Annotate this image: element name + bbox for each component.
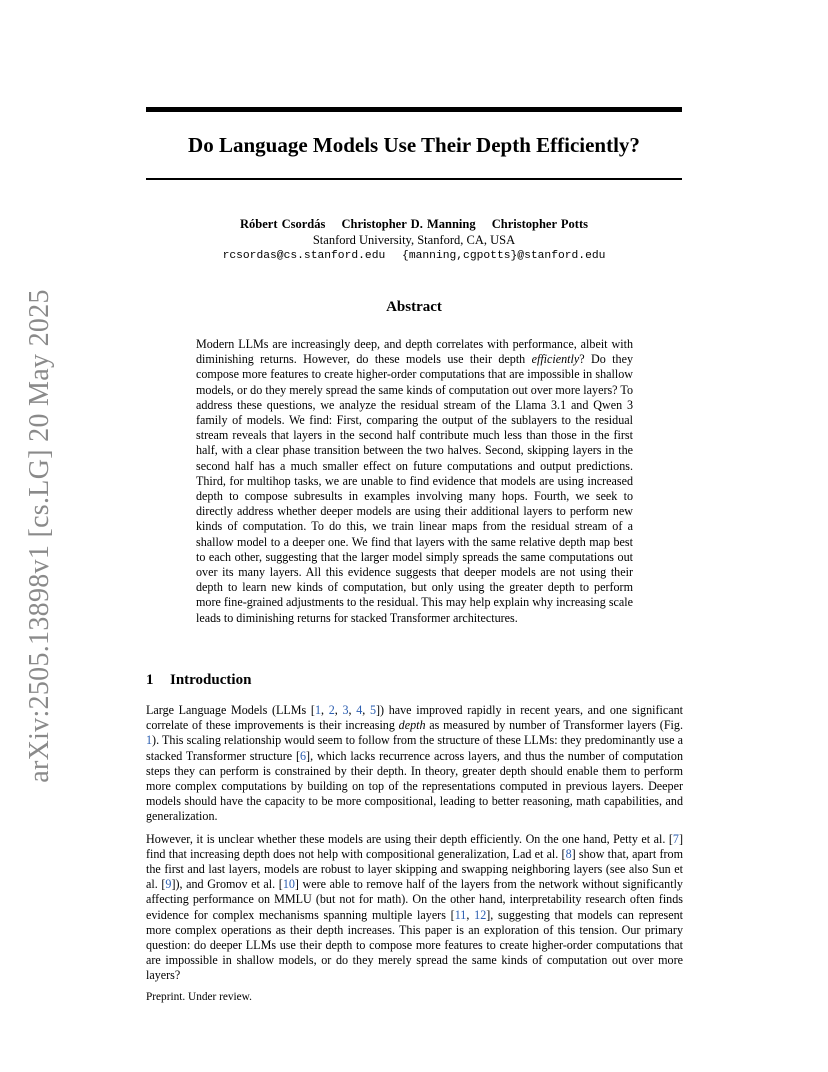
introduction-body xyxy=(146,703,683,991)
title-top-rule xyxy=(146,107,682,112)
abstract-emphasis: efficiently xyxy=(531,352,580,367)
text-run: ]), and Gromov et al. [ xyxy=(171,877,283,892)
section-heading xyxy=(146,672,251,689)
citation-link[interactable]: 6 xyxy=(300,748,307,763)
text-run: ). This scaling relationship would seem to follow from the structure of these LLMs: they predominantly use a stacked Transformer structure [ xyxy=(146,733,683,763)
citation-link[interactable]: 11 xyxy=(454,907,467,922)
text-run: ] were able to remove half of the layers from the network without significantly affecting performance on MMLU (but not for math). On the other hand, interpretability research often finds evidence for complex mechanisms spanning multiple layers [ xyxy=(146,877,683,922)
citation-link[interactable]: 7 xyxy=(672,831,679,846)
abstract-text xyxy=(196,337,633,626)
section-number: 1 xyxy=(146,672,154,688)
citation-link[interactable]: 2 xyxy=(328,703,335,717)
text-run: ] show that, apart from the first and last layers, models are robust to layer skipping and swapping neighboring layers (see also Sun et al. [ xyxy=(146,846,683,892)
citation-link[interactable]: 1 xyxy=(314,703,321,717)
preprint-footer: Preprint. Under review. xyxy=(146,991,252,1003)
text-run: ] find that increasing depth does not help with compositional generalization, Lad et al. [ xyxy=(146,831,683,861)
text-run: ]) have improved rapidly in recent years, and one significant correlate of these improvements is their increasing xyxy=(146,703,684,733)
citation-link[interactable]: 5 xyxy=(369,703,376,717)
citation-link[interactable]: 10 xyxy=(282,877,295,892)
text-run: as measured by number of Transformer layers (Fig. xyxy=(425,718,683,733)
author-email[interactable]: {manning,cgpotts}@stanford.edu xyxy=(402,250,606,262)
citation-link[interactable]: 9 xyxy=(165,877,172,892)
author-names xyxy=(146,216,682,232)
author-emails xyxy=(146,248,682,264)
citation-link[interactable]: 12 xyxy=(474,907,487,922)
text-run: Large Language Models (LLMs [ xyxy=(146,703,315,717)
paragraph: However, it is unclear whether these models are using their depth efficiently. On the one hand, Petty et al. [7] find that increasing depth does not help with compositional generalization, Lad et al. [8] show that, apart from the first and last layers, models are robust to layer skipping and swapping neighboring layers (see also Sun et al. [9]), and Gromov et al. [10] were able to remove half of the layers from the network without significantly affecting performance on MMLU (but not for math). On the other hand, interpretability research often finds evidence for complex mechanisms spanning multiple layers [11, 12], suggesting that models can represent more complex operations as their depth increases. This paper is an exploration of this tension. Our primary question: do deeper LLMs use their depth to compose more features to create higher-order computations that are impossible in shallow models, or do they merely spread the same kinds of computation out over more layers? xyxy=(146,831,684,983)
author-email[interactable]: rcsordas@cs.stanford.edu xyxy=(222,250,386,262)
arxiv-identifier-stamp: arXiv:2505.13898v1 [cs.LG] 20 May 2025 xyxy=(24,289,55,783)
author-name: Róbert Csordás xyxy=(240,217,326,231)
title-bottom-rule xyxy=(146,178,682,180)
citation-link[interactable]: 3 xyxy=(342,703,349,717)
citation-link[interactable]: 4 xyxy=(356,703,363,717)
abstract-text-part: ? Do they compose more features to create higher-order computations that are impossible in shallow models, or do they merely spread the same kinds of computation out over more layers? To address these questions, we analyze the residual stream of the Llama 3.1 and Qwen 3 family of models. We find: First, comparing the output of the sublayers to the residual stream reveals that layers in the second half contribute much less than those in the first half, with a clear phase transition between the two halves. Second, skipping layers in the second half has a much smaller effect on future computations and output predictions. Third, for multihop tasks, we are unable to find evidence that models are using increased depth to compose subresults in examples involving many hops. Fourth, we seek to directly address whether deeper models are using their additional layers to perform new kinds of computation. To do this, we train linear maps from the residual stream of a shallow model to a deeper one. We find that layers with the same relative depth map best to each other, suggesting that the larger model simply spreads the same computations out over its many layers. All this evidence suggests that deeper models are not using their depth to learn new kinds of computation, but only using the greater depth to perform more fine-grained adjustments to the residual. This may help explain why increasing scale leads to diminishing returns for stacked Transformer architectures. xyxy=(196,352,633,625)
text-run: However, it is unclear whether these models are using their depth efficiently. On the one hand, Petty et al. [ xyxy=(146,831,673,846)
text-run: ], which lacks recurrence across layers, and thus the number of computation steps they can perform is constrained by their depth. In theory, greater depth should enable them to perform more complex computations by building on top of the representations computed in previous layers. Deeper models should have the capacity to be more compositional, leading to better reasoning, math capabilities, and generalization. xyxy=(146,748,683,824)
section-title: Introduction xyxy=(170,672,252,688)
abstract-heading: Abstract xyxy=(386,299,442,315)
author-name: Christopher Potts xyxy=(491,217,588,231)
figure-link[interactable]: 1 xyxy=(146,733,153,748)
text-run: ], suggesting that models can represent more complex operations as their depth increases. This paper is an exploration of this tension. Our primary question: do deeper LLMs use their depth to compose more features to create higher-order computations that are impossible in shallow models, or do they merely spread the same kinds of computation out over more layers? xyxy=(146,907,684,983)
paper-title: Do Language Models Use Their Depth Efficiently? xyxy=(188,133,640,157)
abstract-text-part: Modern LLMs are increasingly deep, and depth correlates with performance, albeit with diminishing returns. However, do these models use their depth xyxy=(196,337,633,367)
citation-link[interactable]: 8 xyxy=(565,846,572,861)
paragraph: Large Language Models (LLMs [1, 2, 3, 4, 5]) have improved rapidly in recent years, and one significant correlate of these improvements is their increasing depth as measured by number of Transformer layers (Fig. 1). This scaling relationship would seem to follow from the structure of these LLMs: they predominantly use a stacked Transformer structure [6], which lacks recurrence across layers, and thus the number of computation steps they can perform is constrained by their depth. In theory, greater depth should enable them to perform more complex computations by building on top of the representations computed in previous layers. Deeper models should have the capacity to be more compositional, leading to better reasoning, math capabilities, and generalization. xyxy=(146,703,684,824)
author-affiliation: Stanford University, Stanford, CA, USA xyxy=(312,233,516,247)
emphasis: depth xyxy=(398,718,426,733)
author-block xyxy=(146,216,682,264)
author-name: Christopher D. Manning xyxy=(341,217,476,231)
